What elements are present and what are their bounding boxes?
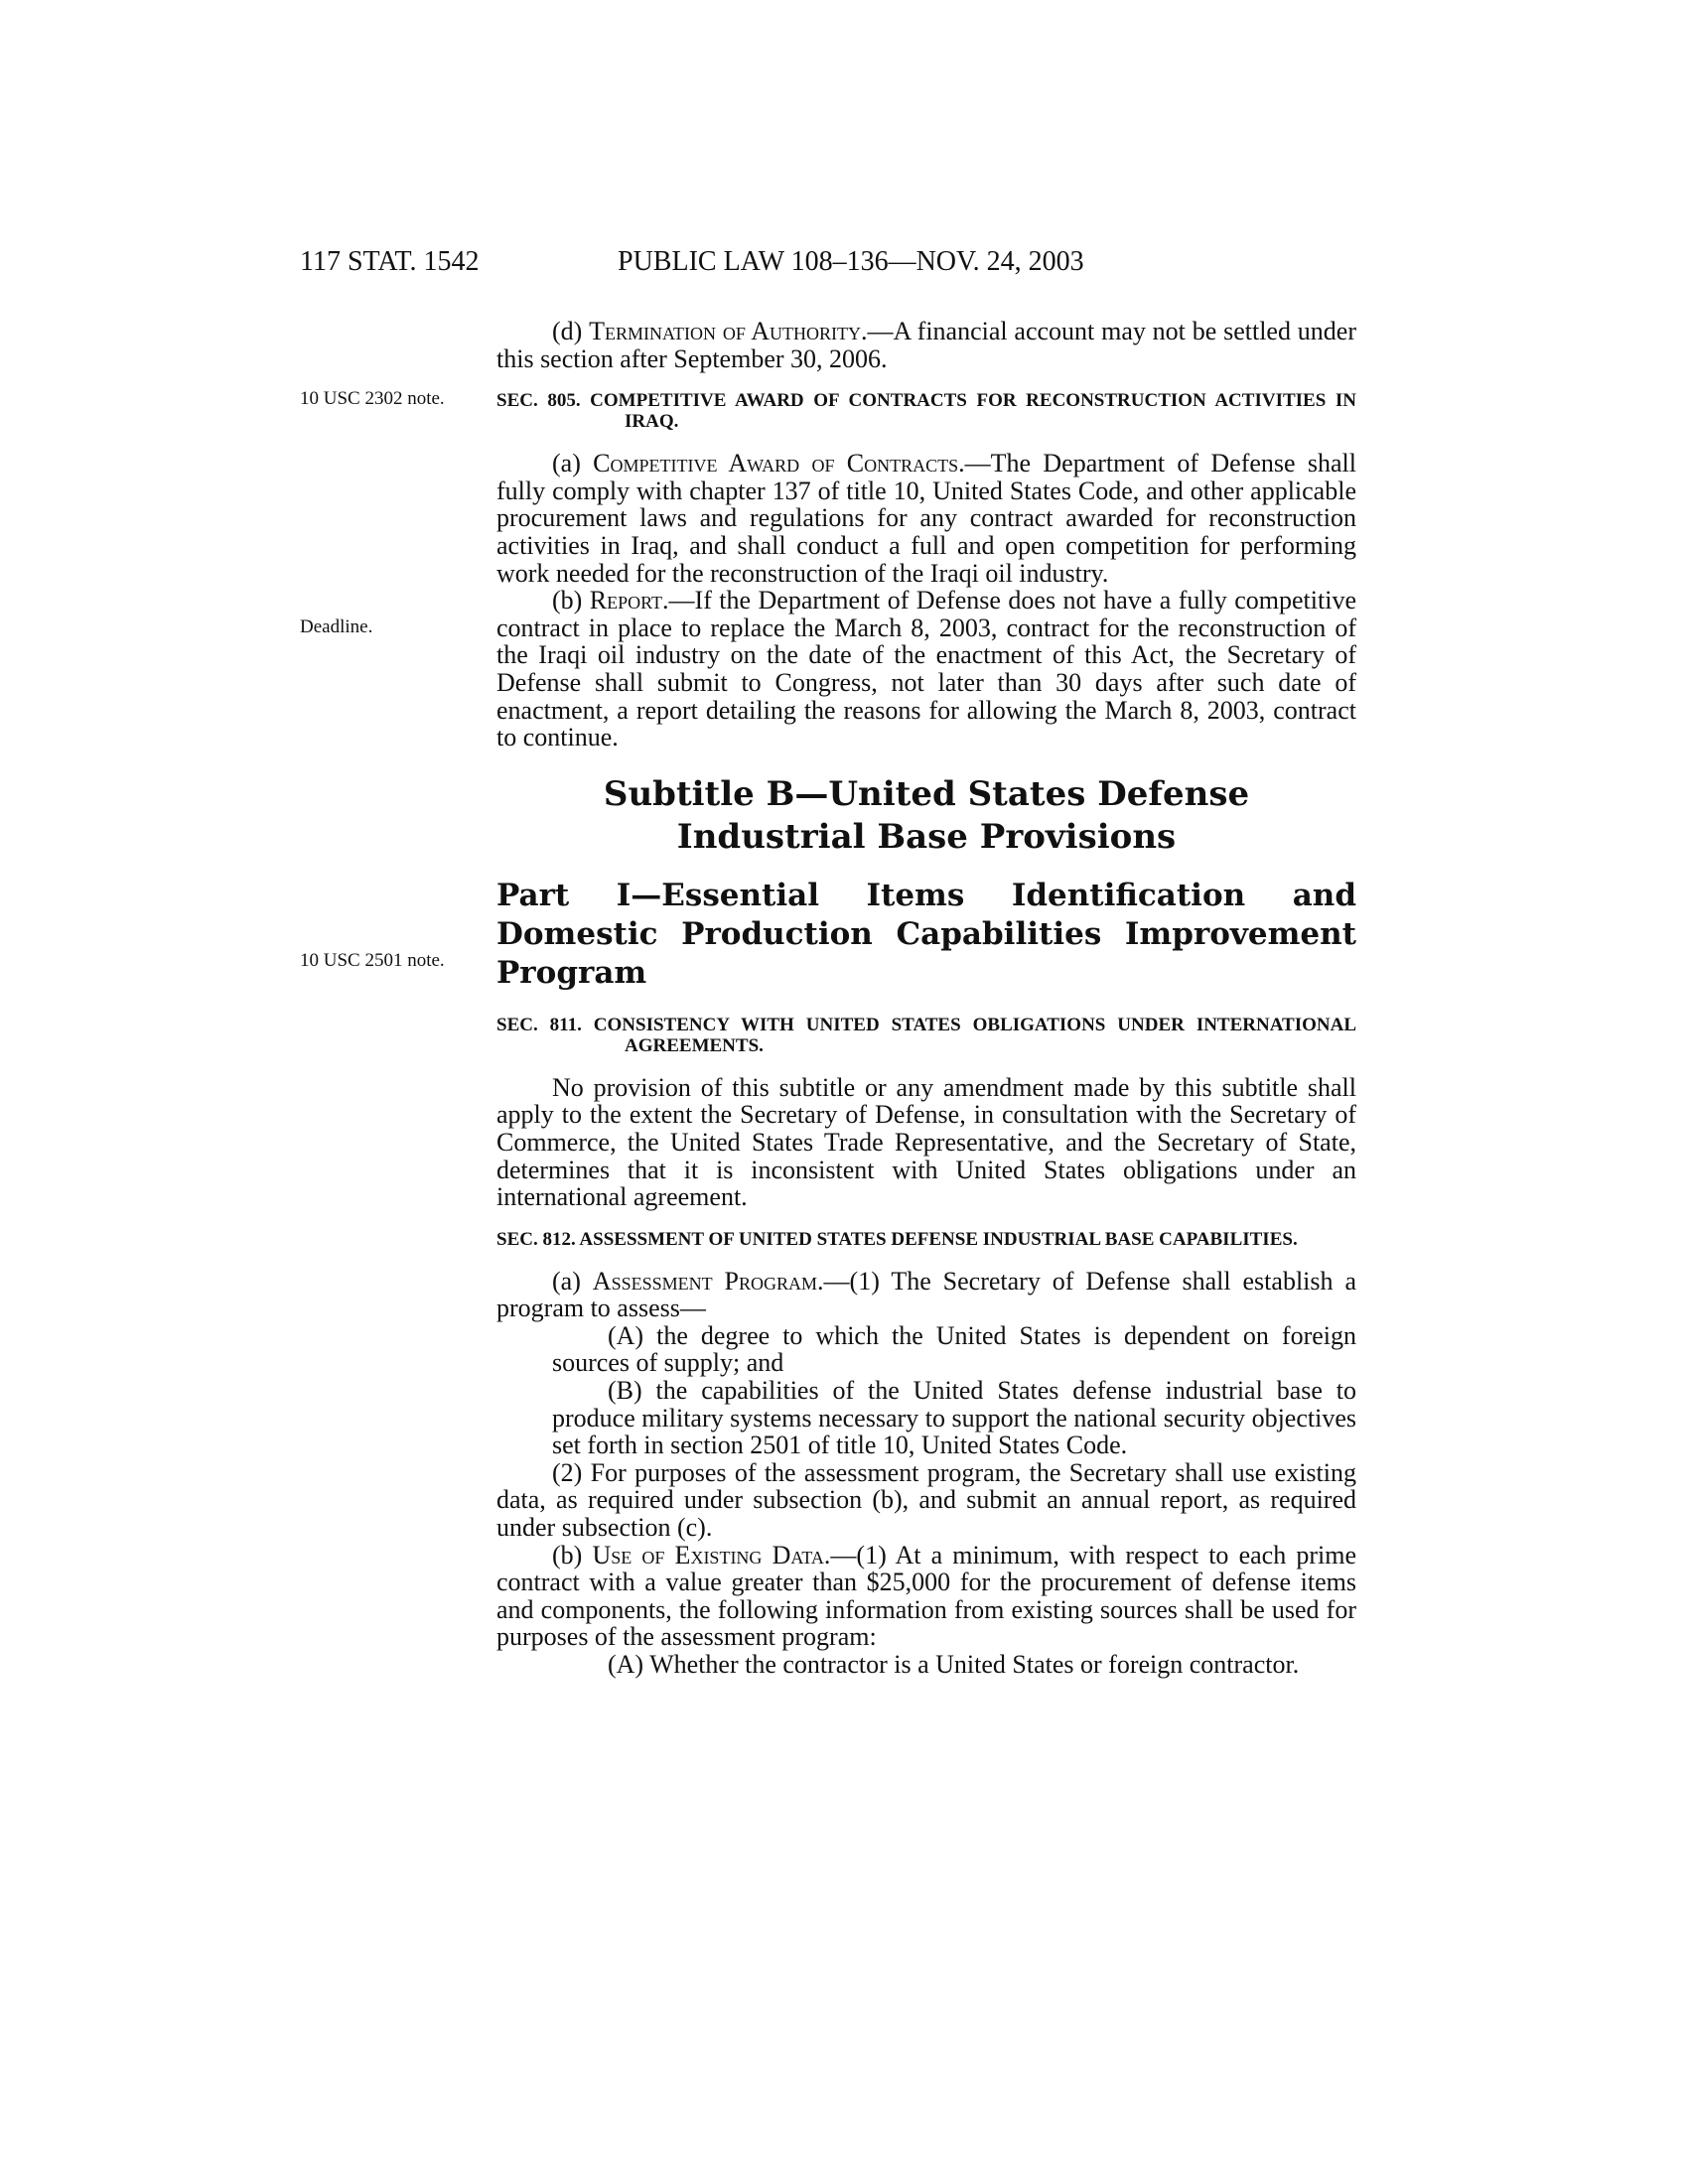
section-811-text: No provision of this subtitle or any amendment made by this subtitle shall apply to the extent the Secretary of Defense, in consultation with the Secretary of Commerce, the United States Trade Representative, and the Secretary of State, determines that it is inconsistent with United States obligations under an international agreement. (496, 1072, 1356, 1212)
section-812-subsection-b: (b) Use of Existing Data.—(1) At a minimum, with respect to each prime contract with a value greater than $25,000 for the procurement of defense items and components, the following information from existing sources shall be used for purposes of the assessment program: (496, 1540, 1356, 1652)
margin-note-deadline: Deadline. (300, 616, 373, 637)
running-header: PUBLIC LAW 108–136—NOV. 24, 2003 (618, 246, 1084, 277)
section-812-subsection-a: (a) Assessment Program.—(1) The Secretary of Defense shall establish a program to assess— (496, 1266, 1356, 1323)
margin-note-usc-2302: 10 USC 2302 note. (300, 388, 445, 409)
section-812-b-1-A: (A) Whether the contractor is a United States or foreign contractor. (608, 1650, 1300, 1679)
section-812-a-1-A: (A) the degree to which the United States is dependent on foreign sources of supply; and (552, 1320, 1356, 1378)
subtitle-b-heading (496, 773, 1356, 859)
section-811-heading: SEC. 811. CONSISTENCY WITH UNITED STATES OBLIGATIONS UNDER INTERNATIONAL AGREEMENTS. (496, 1014, 1356, 1056)
section-812-a-2: (2) For purposes of the assessment program, the Secretary shall use existing data, as required under subsection (b), and submit an annual report, as required under subsection (c). (496, 1457, 1356, 1543)
subtitle-line-1: Subtitle B—United States Defense (603, 773, 1250, 814)
section-812-heading: SEC. 812. ASSESSMENT OF UNITED STATES DEFENSE INDUSTRIAL BASE CAPABILITIES. (496, 1228, 1298, 1250)
section-805-heading: SEC. 805. COMPETITIVE AWARD OF CONTRACTS FOR RECONSTRUCTION ACTIVITIES IN IRAQ. (496, 390, 1356, 433)
margin-note-usc-2501: 10 USC 2501 note. (300, 950, 445, 971)
statute-page-number: 117 STAT. 1542 (300, 246, 480, 277)
main-text (496, 318, 1356, 1679)
section-805-subsection-a: (a) Competitive Award of Contracts.—The Department of Defense shall fully comply with chapter 137 of title 10, United States Code, and other applicable procurement laws and regulations for any contract awarded for reconstruction activities in Iraq, and shall conduct a full and open competition for performing work needed for the reconstruction of the Iraqi oil industry. (496, 449, 1356, 588)
part-1-heading: Part I—Essential Items Identification and Domestic Production Capabilities Improvement Program (496, 877, 1356, 991)
section-812-a-1-B: (B) the capabilities of the United States defense industrial base to produce military systems necessary to support the national security objectives set forth in section 2501 of title 10, United States Code. (552, 1376, 1356, 1460)
section-805-subsection-b: (b) Report.—If the Department of Defense does not have a fully competitive contract in place to replace the March 8, 2003, contract for the reconstruction of the Iraqi oil industry on the date of the enactment of this Act, the Secretary of Defense shall submit to Congress, not later than 30 days after such date of enactment, a report detailing the reasons for allowing the March 8, 2003, contract to continue. (496, 586, 1356, 752)
subtitle-line-2: Industrial Base Provisions (676, 816, 1177, 857)
subsection-d-termination: (d) Termination of Authority.—A financial account may not be settled under this section after September 30, 2006. (496, 317, 1356, 373)
